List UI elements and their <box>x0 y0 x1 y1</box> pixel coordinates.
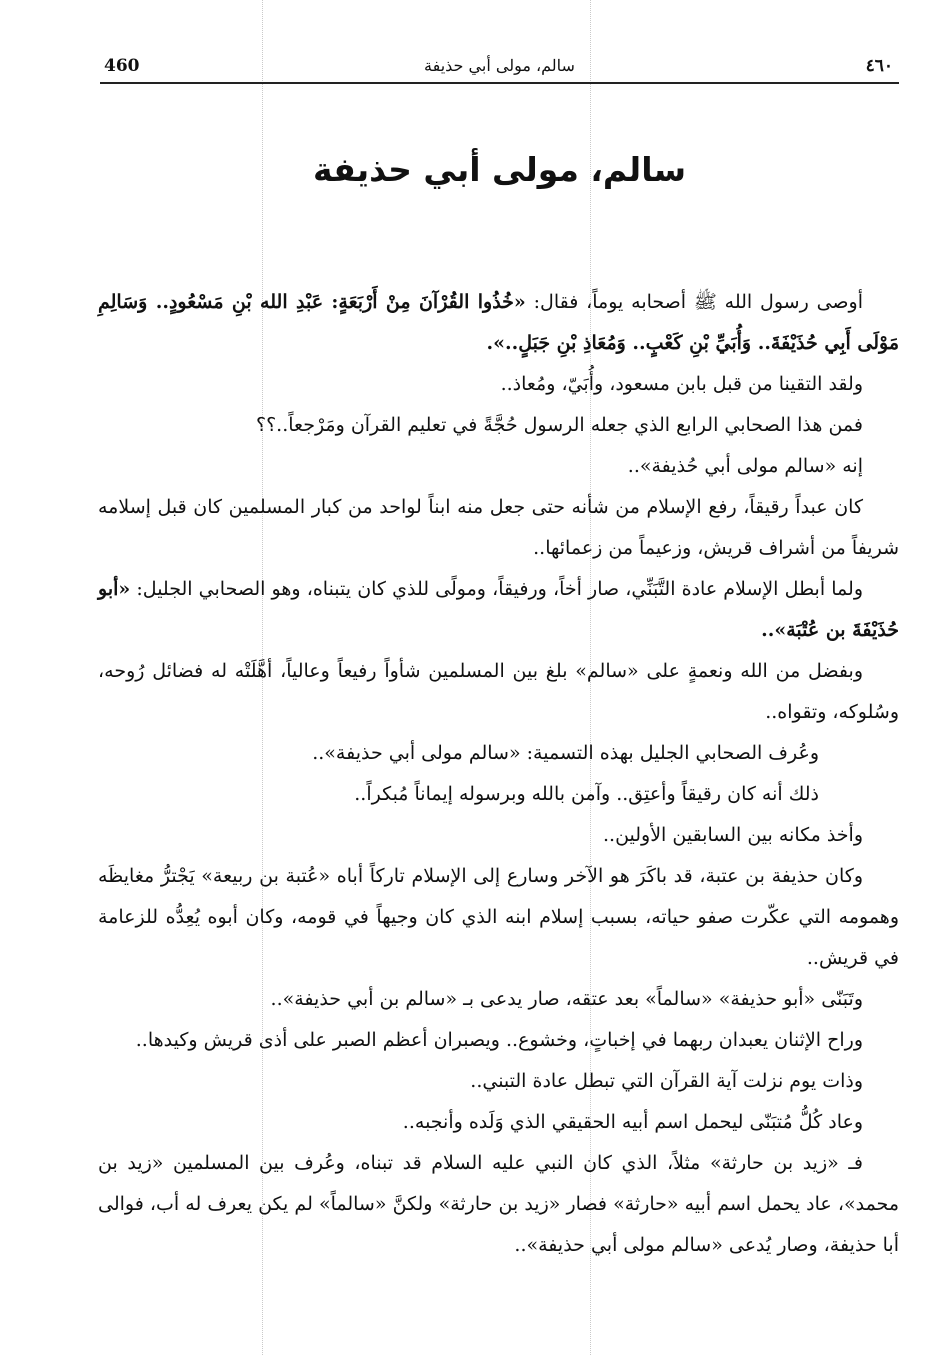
paragraph: وذات يوم نزلت آية القرآن التي تبطل عادة التبني.. <box>470 1070 863 1092</box>
paragraph: وبفضل من الله ونعمةٍ على «سالم» بلغ بين المسلمين شأواً رفيعاً وعالياً، أهَّلَتْه له فضائل رُوحه، وسُلوكه، وتقواه.. <box>98 660 899 723</box>
hadith-quote: «خُذُوا القُرْآنَ مِنْ أَرْبَعَةٍ: عَبْدِ الله بْنِ مَسْعُودٍ.. وَسَالِمِ مَوْلَى أَبِي حُذَيْفَةَ.. وَأُبَيِّ بْنِ كَعْبٍ.. وَمُعَاذِ بْنِ جَبَلٍ..». <box>98 291 899 354</box>
paragraph: وكان حذيفة بن عتبة، قد باكَرَ هو الآخر وسارع إلى الإسلام تاركاً أباه «عُتبة بن ربيعة» يَجْترُّ مغايظَه وهمومه التي عكّرت صفو حياته، بسبب إسلام ابنه الذي كان وجيهاً في قومه، وكان أبوه يُعِدُّه للزعامة في قريش.. <box>98 865 899 969</box>
paragraph: فـ «زيد بن حارثة» مثلاً، الذي كان النبي عليه السلام قد تبناه، وعُرف بين المسلمين «زيد بن محمد»، عاد يحمل اسم أبيه «حارثة» فصار «زيد بن حارثة» ولكنَّ «سالماً» لم يكن يعرف له أب، فوالى أبا حذيفة، وصار يُدعى «سالم مولى أبي حذيفة».. <box>98 1152 899 1256</box>
page-number-latin: 460 <box>104 56 140 76</box>
paragraph: ولقد التقينا من قبل بابن مسعود، وأُبَيّ، ومُعاذ.. <box>500 373 863 395</box>
paragraph: أوصى رسول الله ﷺ أصحابه يوماً، فقال: «خُذُوا القُرْآنَ مِنْ أَرْبَعَةٍ: عَبْدِ الله بْنِ مَسْعُودٍ.. وَسَالِمِ مَوْلَى أَبِي حُذَيْفَةَ.. وَأُبَيِّ بْنِ كَعْبٍ.. وَمُعَاذِ بْنِ جَبَلٍ..». <box>98 291 899 354</box>
body-text <box>98 282 899 1266</box>
paragraph: وعُرف الصحابي الجليل بهذه التسمية: «سالم مولى أبي حذيفة».. <box>312 742 819 764</box>
page-header <box>100 50 899 84</box>
paragraph: ذلك أنه كان رقيقاً وأعتِق.. وآمن بالله وبرسوله إيماناً مُبكراً.. <box>354 783 819 805</box>
paragraph: فمن هذا الصحابي الرابع الذي جعله الرسول حُجَّةً في تعليم القرآن ومَرْجعاً..؟؟ <box>256 414 863 436</box>
chapter-title: سالم، مولى أبي حذيفة <box>312 150 687 189</box>
paragraph: وأخذ مكانه بين السابقين الأولين.. <box>602 824 863 846</box>
running-title: سالم، مولى أبي حذيفة <box>424 56 575 75</box>
name-highlight: «أبو حُذَيْفَةَ بن عُتْبَة».. <box>98 578 899 641</box>
paragraph: وتَبَنّى «أبو حذيفة» «سالماً» بعد عتقه، صار يدعى بـ «سالم بن أبي حذيفة».. <box>270 988 863 1010</box>
paragraph: إنه «سالم مولى أبي حُذيفة».. <box>627 455 863 477</box>
paragraph: كان عبداً رقيقاً، رفع الإسلام من شأنه حتى جعل منه ابناً لواحد من كبار المسلمين كان قبل إسلامه شريفاً من أشراف قريش، وزعيماً من زعمائها.. <box>98 496 899 559</box>
paragraph: ولما أبطل الإسلام عادة التَّبَنِّي، صار أخاً، ورفيقاً، ومولًى للذي كان يتبناه، وهو الصحابي الجليل: «أبو حُذَيْفَةَ بن عُتْبَة».. <box>98 578 899 641</box>
paragraph: وراح الإثنان يعبدان ربهما في إخباتٍ، وخشوع.. ويصبران أعظم الصبر على أذى قريش وكيدها.. <box>135 1029 863 1051</box>
paragraph: وعاد كُلُّ مُتبَنّى ليحمل اسم أبيه الحقيقي الذي وَلَده وأنجبه.. <box>402 1111 863 1133</box>
page-number-arabic: ٤٦٠ <box>865 56 893 76</box>
